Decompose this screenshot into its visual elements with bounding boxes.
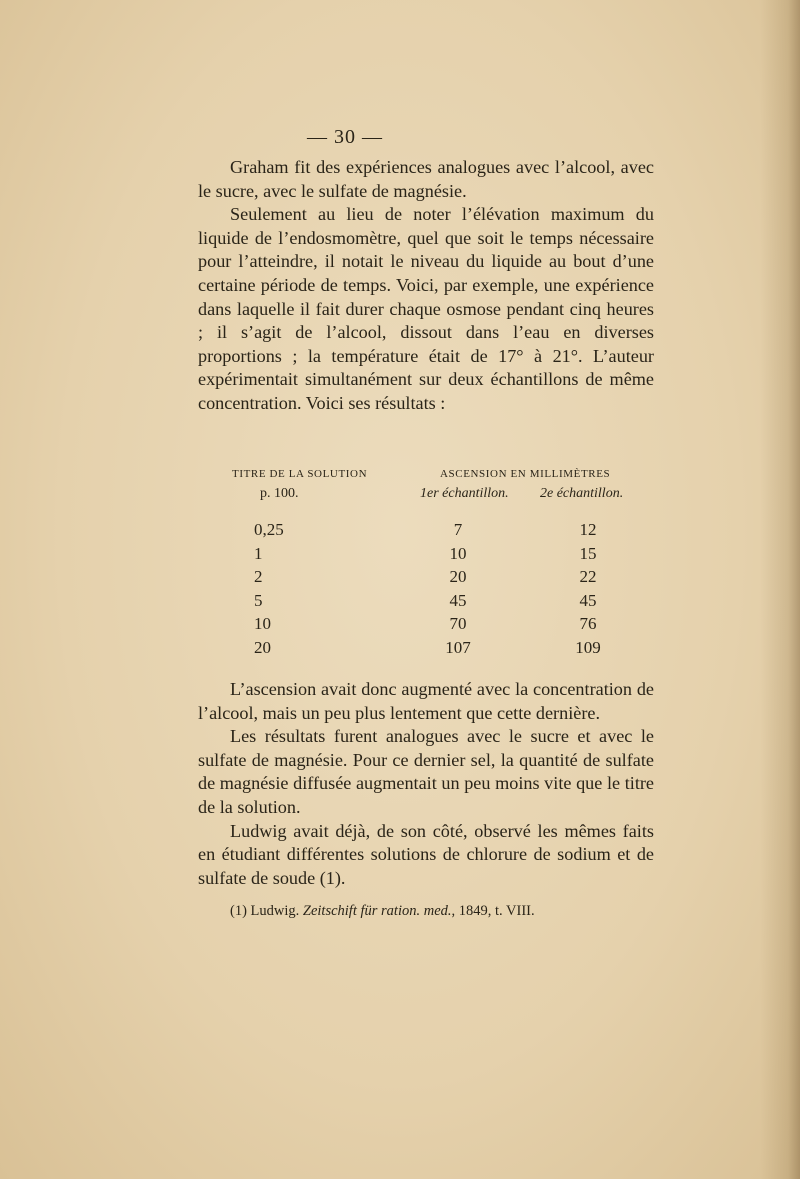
cell-sample-2: 15 bbox=[579, 543, 597, 563]
cell-sample-1: 10 bbox=[449, 543, 467, 563]
results-table bbox=[198, 468, 658, 668]
cell-sample-1: 7 bbox=[453, 520, 463, 539]
cell-sample-1: 70 bbox=[449, 614, 467, 634]
cell-titre: 5 bbox=[254, 590, 263, 610]
cell-sample-2: 45 bbox=[579, 590, 597, 610]
cell-titre: 0,25 bbox=[254, 520, 284, 539]
header-ascension: ASCENSION EN MILLIMÈTRES bbox=[440, 468, 611, 480]
paragraph-resultats: Les résultats furent analogues avec le sucre et avec le sulfate de magnésie. Pour ce dernier sel, la quantité de sulfate de magnésie diffusée augmentait un peu moins vite que le titre de la solution. bbox=[198, 726, 654, 817]
cell-titre: 1 bbox=[254, 543, 263, 563]
subheader-percent: p. 100. bbox=[260, 486, 299, 501]
paragraph-seulement: Seulement au lieu de noter l’élévation maximum du liquide de l’endosmomètre, quel que soit le temps nécessaire pour l’atteindre, il notait le niveau du liquide au bout d’une certaine période de temps. Voici, par exemple, une expérience dans laquelle il fait durer chaque osmose pendant cinq heures ; il s’agit de l’alcool, dissout dans l’eau en diverses proportions ; la température était de 17° à 21°. L’auteur expérimentait simultanément sur deux échantillons de même concentration. Voici ses résultats : bbox=[198, 204, 654, 413]
page-edge-shadow bbox=[760, 0, 800, 1179]
page-number: — 30 — bbox=[307, 126, 383, 148]
cell-sample-2: 109 bbox=[575, 637, 601, 657]
subheader-sample-1: 1er échantillon. bbox=[420, 486, 509, 501]
cell-titre: 10 bbox=[254, 614, 271, 634]
paragraph-graham: Graham fit des expériences analogues avec l’alcool, avec le sucre, avec le sulfate de magnésie. bbox=[198, 157, 654, 201]
footnote bbox=[230, 903, 660, 920]
cell-sample-2: 12 bbox=[579, 520, 597, 539]
subheader-sample-2: 2e échantillon. bbox=[540, 486, 624, 501]
cell-titre: 20 bbox=[254, 637, 271, 657]
cell-sample-1: 107 bbox=[445, 637, 471, 657]
cell-sample-2: 76 bbox=[579, 614, 597, 634]
cell-sample-2: 22 bbox=[579, 567, 597, 587]
column-sample-2 bbox=[568, 518, 608, 660]
column-titre bbox=[254, 518, 314, 660]
text-block-top bbox=[198, 156, 654, 416]
cell-sample-1: 20 bbox=[449, 567, 467, 587]
cell-sample-1: 45 bbox=[449, 590, 467, 610]
footnote-tail: , 1849, t. VIII. bbox=[451, 903, 535, 919]
text-block-bottom bbox=[198, 678, 654, 890]
cell-titre: 2 bbox=[254, 567, 263, 587]
header-solution: TITRE DE LA SOLUTION bbox=[232, 468, 368, 480]
footnote-journal: Zeitschift für ration. med. bbox=[302, 903, 452, 919]
paragraph-ludwig: Ludwig avait déjà, de son côté, observé les mêmes faits en étudiant différentes solutions de chlorure de sodium et de sulfate de soude (1). bbox=[198, 820, 654, 888]
paragraph-ascension: L’ascension avait donc augmenté avec la concentration de l’alcool, mais un peu plus lentement que cette dernière. bbox=[198, 679, 654, 723]
footnote-lead: (1) Ludwig. bbox=[230, 903, 300, 919]
column-sample-1 bbox=[438, 518, 478, 660]
